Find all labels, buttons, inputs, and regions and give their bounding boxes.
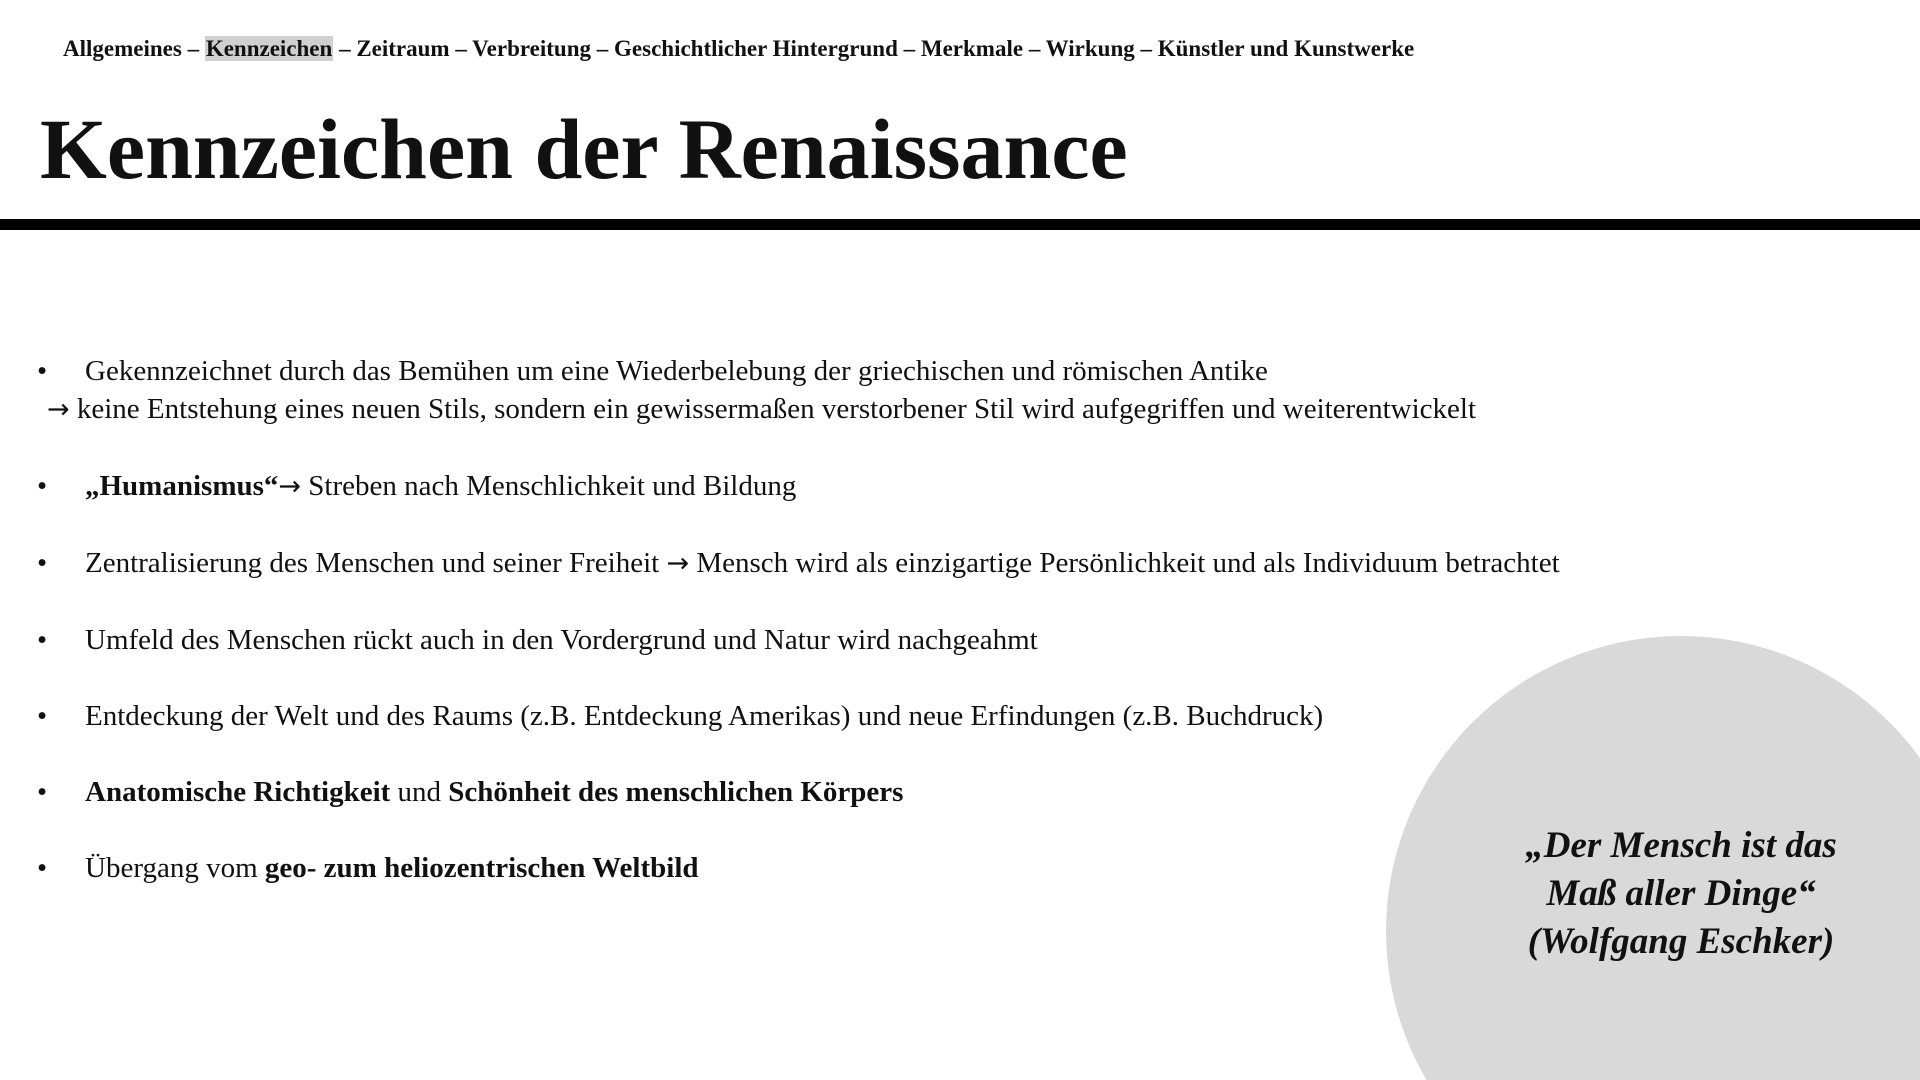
nav-separator: – [449, 36, 473, 61]
arrow-right-icon: → [47, 394, 70, 425]
bullet-icon: • [37, 470, 48, 502]
nav-item-merkmale[interactable]: Merkmale [920, 36, 1024, 61]
bullet-icon: • [37, 355, 48, 387]
quote-line: Maß aller Dinge“ [1546, 873, 1816, 914]
bullet-icon: • [37, 852, 48, 884]
nav-separator: – [181, 36, 205, 61]
bullet-continuation [47, 390, 1920, 429]
bullet-text: Übergang vom [85, 852, 265, 884]
nav-item-verbreitung[interactable]: Verbreitung [472, 36, 592, 61]
nav-item-wirkung[interactable]: Wirkung [1045, 36, 1135, 61]
bullet-icon: • [37, 624, 48, 656]
page-title: Kennzeichen der Renaissance [40, 101, 1128, 197]
bullet-text: Mensch wird als einzigartige Persönlichkeit und als Individuum betrachtet [689, 547, 1560, 579]
bullet-text: und [390, 776, 449, 808]
bullet-text: keine Entstehung eines neuen Stils, sondern ein gewissermaßen verstorbener Stil wird aufgegriffen und weiterentwickelt [69, 393, 1476, 425]
bullet-text: Streben nach Menschlichkeit und Bildung [301, 470, 797, 502]
list-item [0, 352, 1920, 429]
title-divider [0, 219, 1920, 230]
arrow-right-icon: → [278, 471, 302, 502]
bullet-text: Entdeckung der Welt und des Raums (z.B. Entdeckung Amerikas) und neue Erfindungen (z.B. Buchdruck) [85, 700, 1324, 732]
nav-item-allgemeines[interactable]: Allgemeines [63, 36, 182, 61]
nav-item-zeitraum[interactable]: Zeitraum [356, 36, 450, 61]
nav-separator: – [333, 36, 357, 61]
arrow-right-icon: → [666, 548, 690, 579]
nav-separator: – [897, 36, 921, 61]
bullet-icon: • [37, 776, 48, 808]
nav-separator: – [1134, 36, 1158, 61]
nav-separator: – [1023, 36, 1046, 61]
bullet-bold-text: Schönheit des menschlichen Körpers [448, 776, 904, 808]
list-item [0, 544, 1920, 583]
bullet-bold-text: geo- zum heliozentrischen Weltbild [264, 852, 699, 884]
nav-item-geschichtlicher-hintergrund[interactable]: Geschichtlicher Hintergrund [614, 36, 898, 61]
quote-block [1426, 822, 1920, 966]
bullet-text: Umfeld des Menschen rückt auch in den Vordergrund und Natur wird nachgeahmt [85, 624, 1038, 656]
bullet-icon: • [37, 547, 48, 579]
nav-separator: – [591, 36, 615, 61]
list-item [0, 467, 1920, 506]
nav-item-kuenstler-und-kunstwerke[interactable]: Künstler und Kunstwerke [1157, 36, 1415, 61]
bullet-bold-text: Anatomische Richtigkeit [85, 776, 391, 808]
bullet-text: Gekennzeichnet durch das Bemühen um eine Wiederbelebung der griechischen und römischen Antike [85, 355, 1268, 387]
bullet-text: Zentralisierung des Menschen und seiner Freiheit [85, 547, 667, 579]
quote-author: (Wolfgang Eschker) [1527, 921, 1835, 962]
quote-line: „Der Mensch ist das [1525, 825, 1837, 866]
bullet-icon: • [37, 700, 48, 732]
bullet-bold-text: „Humanismus“ [85, 470, 279, 502]
section-nav [63, 36, 1414, 62]
nav-item-kennzeichen[interactable]: Kennzeichen [205, 36, 333, 61]
